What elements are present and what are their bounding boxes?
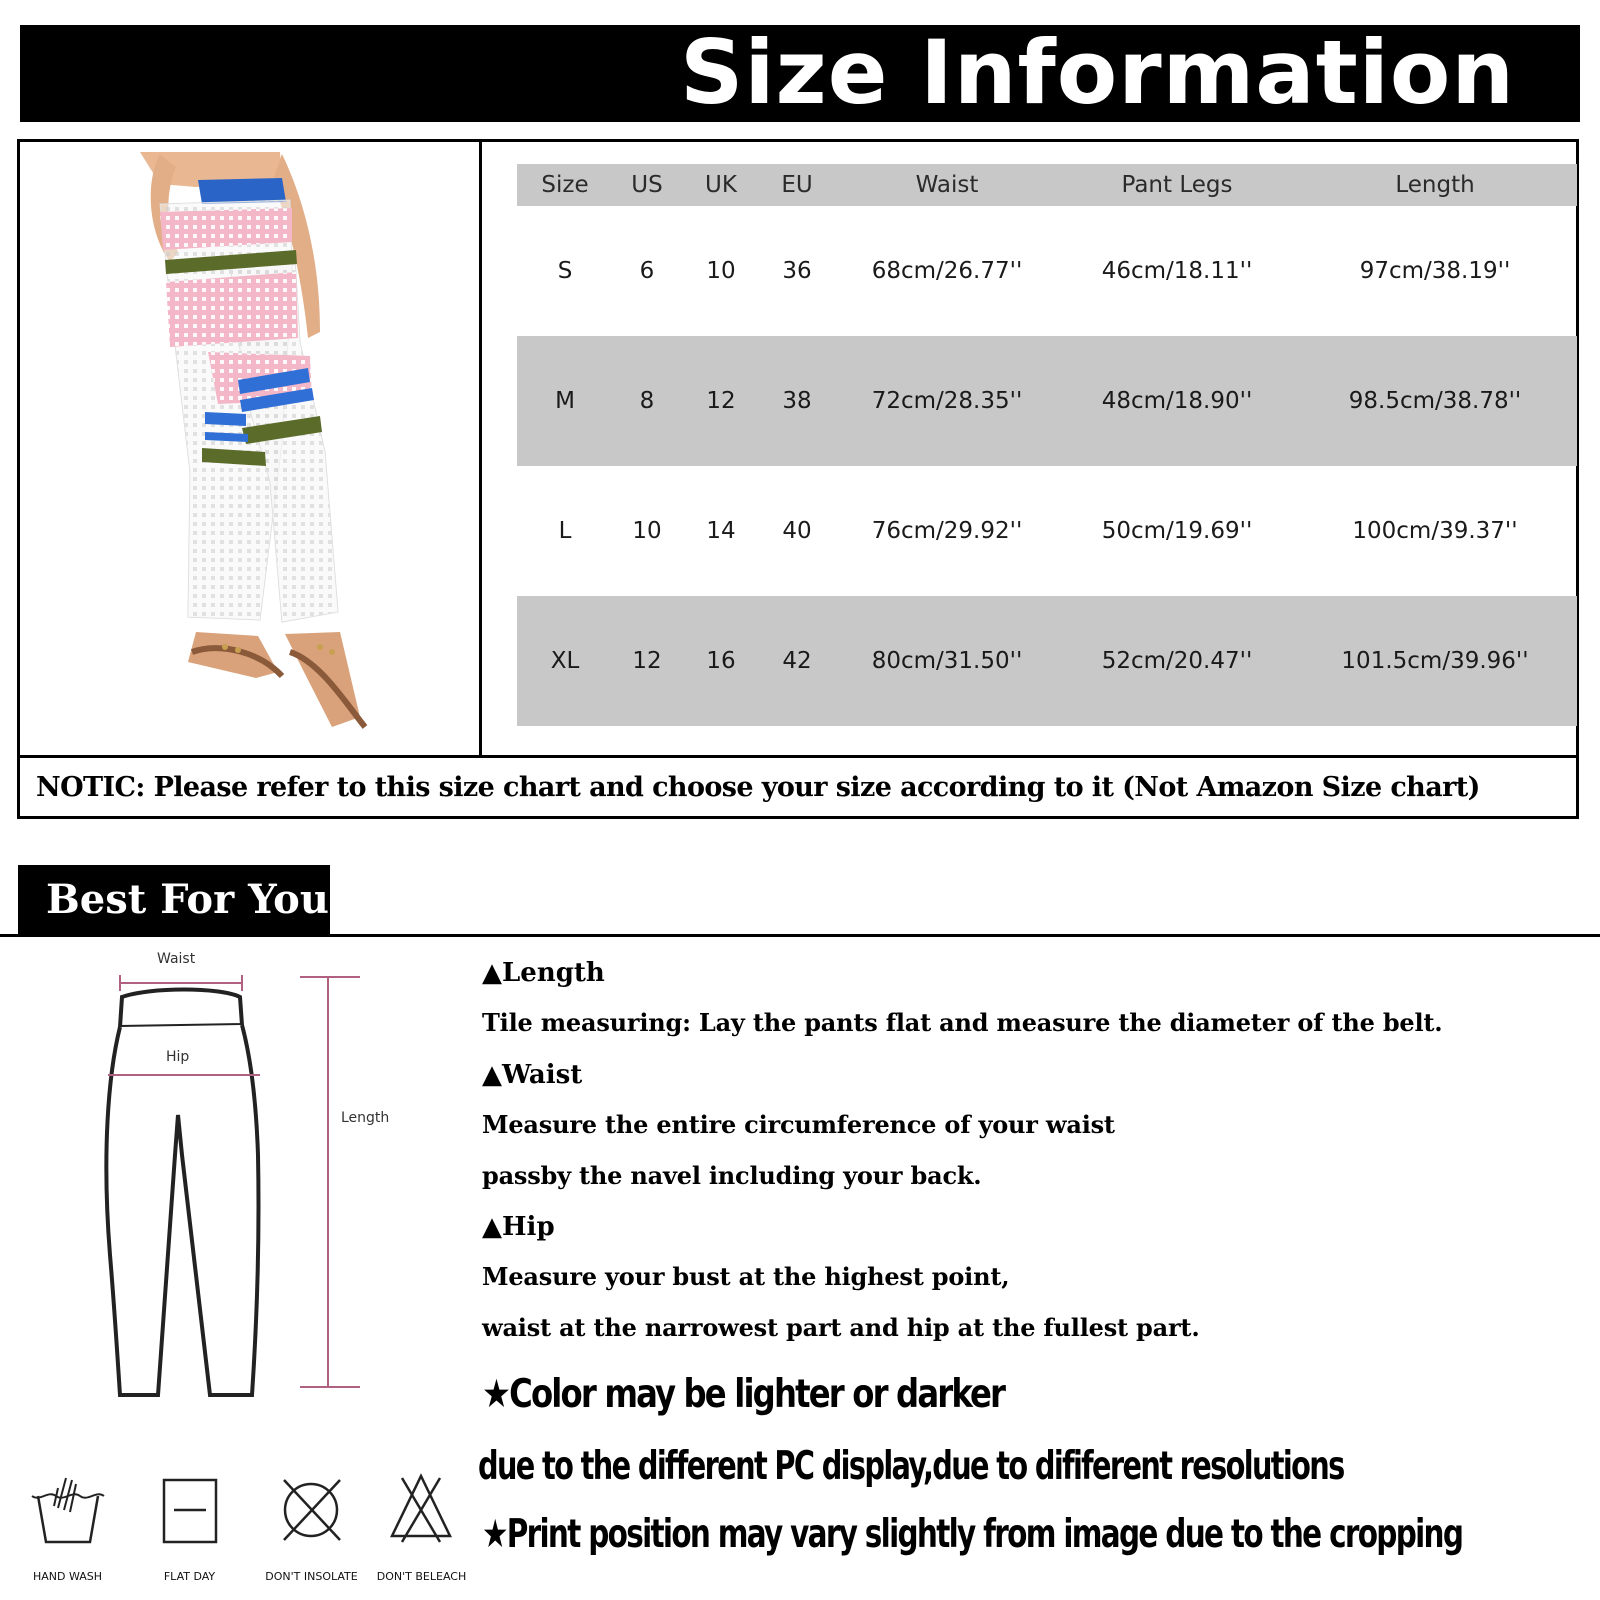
table-header-row bbox=[517, 164, 1577, 206]
cell-size: M bbox=[517, 336, 613, 466]
length-text: Tile measuring: Lay the pants flat and measure the diameter of the belt. bbox=[482, 1008, 1443, 1037]
cell-waist: 76cm/29.92'' bbox=[871, 518, 1023, 544]
cell-uk: 12 bbox=[681, 336, 761, 466]
hip-label: Hip bbox=[166, 1049, 190, 1065]
length-heading: ▲Length bbox=[482, 958, 605, 988]
care-label: DON'T INSOLATE bbox=[265, 1570, 358, 1583]
table-row bbox=[517, 206, 1577, 336]
header-uk: UK bbox=[681, 164, 761, 206]
flat-dry-icon bbox=[132, 1470, 247, 1560]
cell-uk: 10 bbox=[706, 258, 736, 284]
table-row bbox=[517, 466, 1577, 596]
color-disclaimer-1: ★Color may be lighter or darker bbox=[482, 1372, 1005, 1417]
cell-length: 97cm/38.19'' bbox=[1359, 258, 1511, 284]
care-label: DON'T BELEACH bbox=[376, 1570, 467, 1583]
care-item-dont-bleach bbox=[364, 1470, 479, 1583]
dont-insolate-icon bbox=[254, 1470, 369, 1560]
cell-us: 12 bbox=[613, 596, 681, 726]
cell-pant-legs: 48cm/18.90'' bbox=[1061, 336, 1293, 466]
cell-pant-legs: 46cm/18.11'' bbox=[1101, 258, 1253, 284]
waist-heading: ▲Waist bbox=[482, 1060, 583, 1090]
cell-eu: 38 bbox=[761, 336, 833, 466]
care-item-dont-insolate bbox=[254, 1470, 369, 1583]
header-eu: EU bbox=[761, 164, 833, 206]
care-item-flat-dry bbox=[132, 1470, 247, 1583]
pants-outline-icon bbox=[60, 955, 420, 1435]
cell-us: 10 bbox=[632, 518, 662, 544]
section-divider bbox=[0, 934, 1600, 937]
cell-size: S bbox=[557, 258, 573, 284]
notice-row bbox=[20, 755, 1576, 816]
care-label: HAND WASH bbox=[32, 1570, 103, 1583]
cell-waist: 68cm/26.77'' bbox=[871, 258, 1023, 284]
dont-bleach-icon bbox=[364, 1470, 479, 1560]
color-disclaimer-2: due to the different PC display,due to dififerent resolutions bbox=[478, 1444, 1344, 1489]
cell-pant-legs: 52cm/20.47'' bbox=[1061, 596, 1293, 726]
product-photo-panel bbox=[20, 142, 482, 755]
header-length: Length bbox=[1293, 164, 1577, 206]
cell-length: 98.5cm/38.78'' bbox=[1293, 336, 1577, 466]
best-for-you-tab bbox=[18, 865, 330, 936]
care-item-hand-wash bbox=[10, 1470, 125, 1583]
length-label: Length bbox=[341, 1110, 390, 1126]
measurement-diagram bbox=[60, 951, 420, 1435]
cell-length: 100cm/39.37'' bbox=[1352, 518, 1518, 544]
header-us: US bbox=[613, 164, 681, 206]
hip-heading: ▲Hip bbox=[482, 1212, 555, 1242]
cell-pant-legs: 50cm/19.69'' bbox=[1101, 518, 1253, 544]
product-photo bbox=[20, 142, 479, 755]
tab-label: Best For You bbox=[46, 876, 329, 923]
table-row bbox=[517, 596, 1577, 726]
cell-eu: 42 bbox=[761, 596, 833, 726]
waist-text-1: Measure the entire circumference of your waist bbox=[482, 1110, 1115, 1139]
cell-eu: 36 bbox=[782, 258, 812, 284]
care-icons-row bbox=[10, 1470, 480, 1590]
hip-text-2: waist at the narrowest part and hip at the fullest part. bbox=[482, 1313, 1200, 1342]
print-disclaimer: ★Print position may vary slightly from image due to the cropping bbox=[482, 1512, 1463, 1557]
notice-text: NOTIC: Please refer to this size chart and choose your size according to it (Not Amazon Size chart) bbox=[36, 772, 1480, 803]
cell-uk: 16 bbox=[681, 596, 761, 726]
cell-eu: 40 bbox=[782, 518, 812, 544]
cell-waist: 72cm/28.35'' bbox=[833, 336, 1061, 466]
size-table bbox=[517, 164, 1577, 726]
cell-us: 8 bbox=[613, 336, 681, 466]
table-row bbox=[517, 336, 1577, 466]
cell-length: 101.5cm/39.96'' bbox=[1293, 596, 1577, 726]
cell-size: XL bbox=[517, 596, 613, 726]
care-label: FLAT DAY bbox=[163, 1570, 216, 1583]
header-pant-legs: Pant Legs bbox=[1061, 164, 1293, 206]
header-waist: Waist bbox=[833, 164, 1061, 206]
cell-size: L bbox=[558, 518, 572, 544]
waist-text-2: passby the navel including your back. bbox=[482, 1161, 982, 1190]
size-table-panel bbox=[482, 142, 1576, 755]
waist-label: Waist bbox=[157, 951, 196, 967]
hand-wash-icon bbox=[10, 1470, 125, 1560]
size-information-banner bbox=[20, 21, 1580, 124]
hip-text-1: Measure your bust at the highest point, bbox=[482, 1262, 1010, 1291]
cell-waist: 80cm/31.50'' bbox=[833, 596, 1061, 726]
size-chart-box bbox=[17, 139, 1579, 819]
header-size: Size bbox=[517, 164, 613, 206]
banner-title: Size Information bbox=[680, 21, 1516, 124]
cell-us: 6 bbox=[639, 258, 655, 284]
cell-uk: 14 bbox=[706, 518, 736, 544]
